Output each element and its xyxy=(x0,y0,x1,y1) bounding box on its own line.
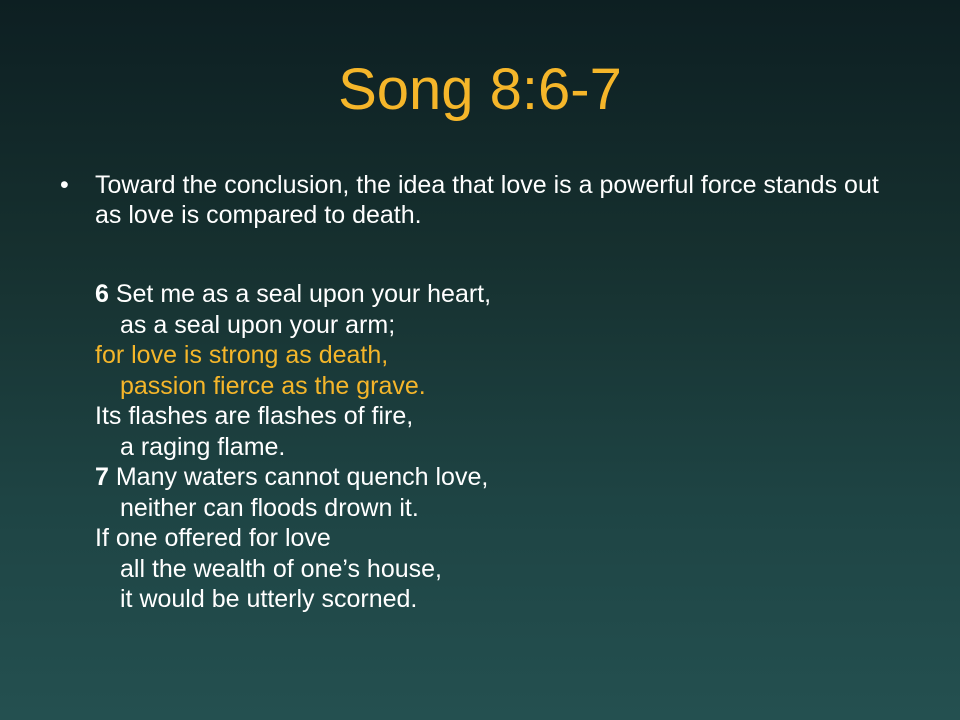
verse-number: 7 xyxy=(95,463,109,491)
verse-line-highlight: passion fierce as the grave. xyxy=(120,371,426,400)
verse-line xyxy=(95,462,895,493)
verse-line: as a seal upon your arm; xyxy=(120,310,396,339)
bullet-text: Toward the conclusion, the idea that love is a powerful force stands out as love is compared to death. xyxy=(95,171,879,229)
verse-number: 6 xyxy=(95,280,109,308)
verse-line-highlight: for love is strong as death, xyxy=(95,341,389,369)
slide-title: Song 8:6-7 xyxy=(338,57,622,122)
verse-line: Its flashes are flashes of fire, xyxy=(95,402,414,430)
verse-line: If one offered for love xyxy=(95,524,331,552)
verse-line-text: Many waters cannot quench love, xyxy=(108,463,489,491)
verse-line: all the wealth of one’s house, xyxy=(120,554,442,583)
bullet-point xyxy=(60,170,900,230)
verse-line xyxy=(95,279,895,310)
verse-line-text: Set me as a seal upon your heart, xyxy=(108,280,492,308)
verse-line: a raging flame. xyxy=(120,432,286,461)
verse-line: it would be utterly scorned. xyxy=(120,585,418,613)
verse-block xyxy=(95,279,895,615)
bullet-marker: • xyxy=(60,171,69,199)
verse-line: neither can floods drown it. xyxy=(120,493,419,522)
